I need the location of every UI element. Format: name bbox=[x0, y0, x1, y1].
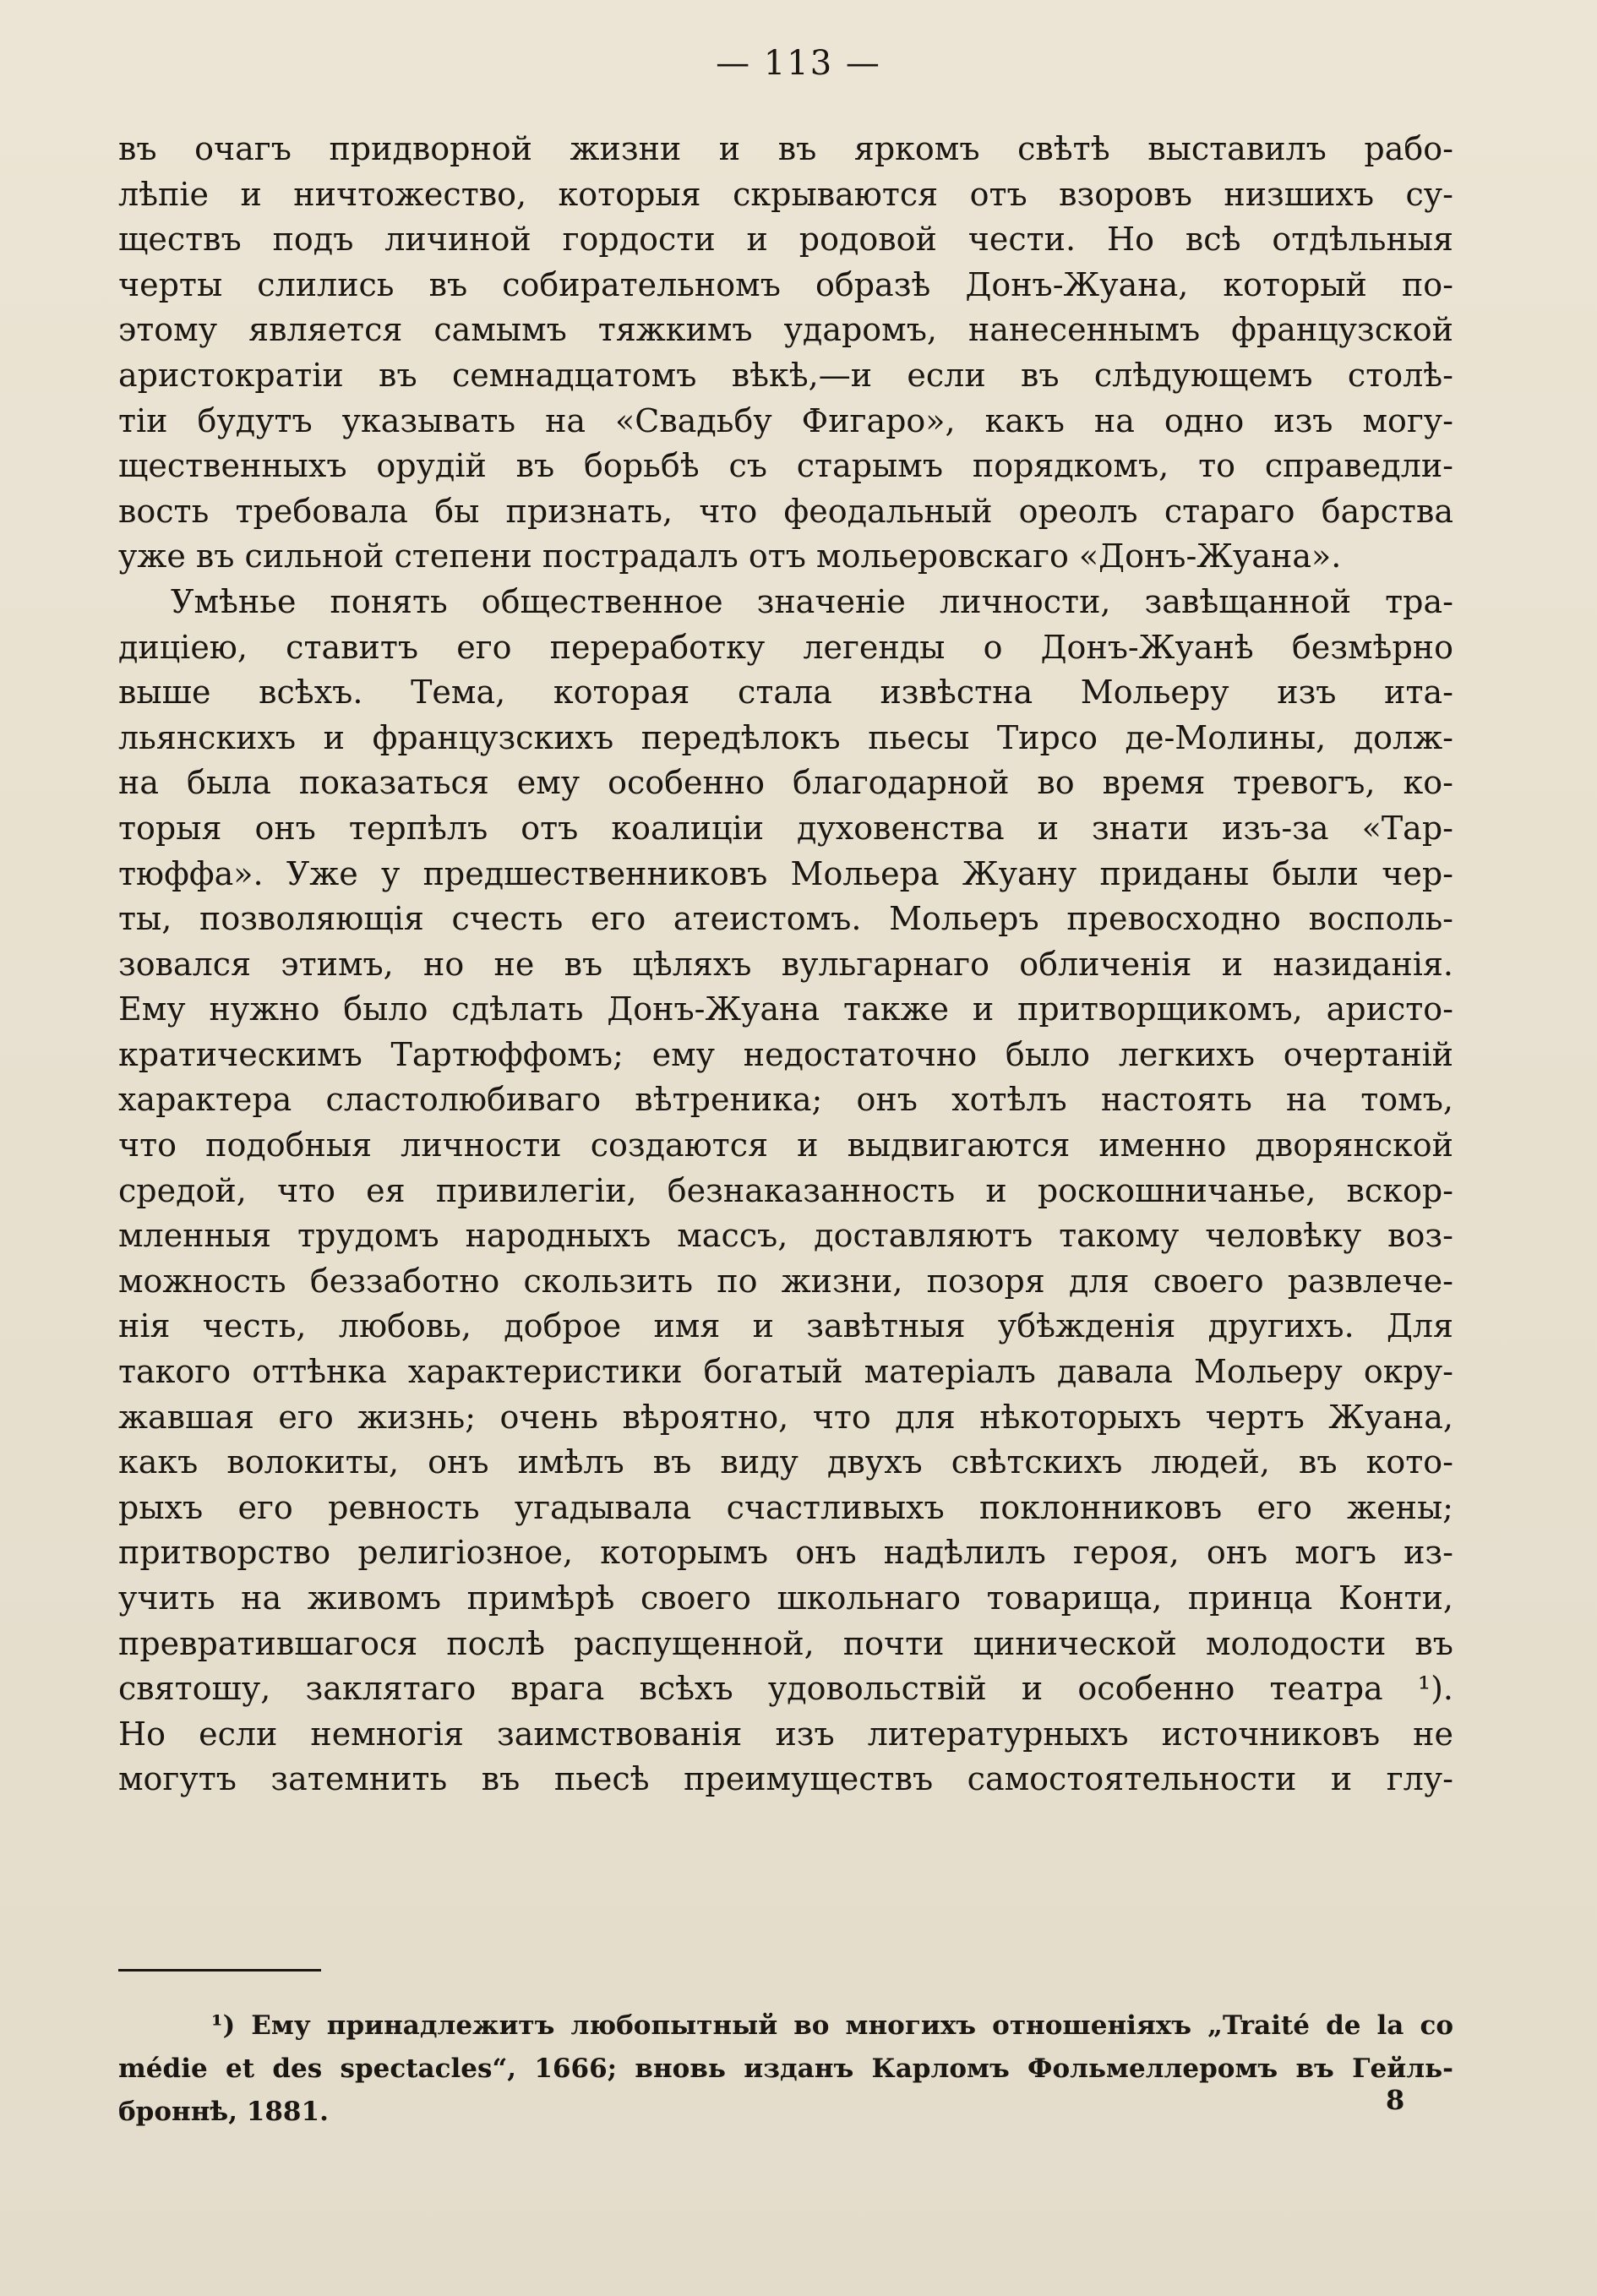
text-line: учить на живомъ примѣрѣ своего школьнаго товарища, принца Конти, bbox=[118, 1579, 1453, 1617]
page-number: — 113 — bbox=[716, 44, 881, 83]
text-line: щественныхъ орудій въ борьбѣ съ старымъ порядкомъ, то справедли- bbox=[118, 447, 1453, 485]
body-text bbox=[118, 127, 1453, 1802]
text-line: характера сластолюбиваго вѣтреника; онъ хотѣлъ настоять на томъ, bbox=[118, 1081, 1453, 1119]
text-line: аристократіи въ семнадцатомъ вѣкѣ,—и если въ слѣдующемъ столѣ- bbox=[118, 356, 1453, 394]
text-line: можность беззаботно скользить по жизни, позоря для своего развлече- bbox=[118, 1262, 1453, 1300]
text-line: дицiею, ставитъ его переработку легенды о Донъ-Жуанѣ безмѣрно bbox=[118, 628, 1453, 666]
footnote-divider bbox=[118, 1969, 321, 1972]
text-line: уже въ сильной степени пострадалъ отъ мольеровскаго «Донъ-Жуана». bbox=[118, 537, 1342, 575]
text-line: Но если немногія заимствованія изъ литературныхъ источниковъ не bbox=[118, 1715, 1453, 1753]
footnote bbox=[118, 2004, 1453, 2134]
text-line: въ очагъ придворной жизни и въ яркомъ свѣтѣ выставилъ рабо- bbox=[118, 130, 1453, 167]
text-line: Ему нужно было сдѣлать Донъ-Жуана также и притворщикомъ, аристо- bbox=[118, 990, 1453, 1028]
text-line: нія честь, любовь, доброе имя и завѣтныя убѣжденія другихъ. Для bbox=[118, 1307, 1453, 1345]
text-line: притворство религіозное, которымъ онъ надѣлилъ героя, онъ могъ из- bbox=[118, 1534, 1453, 1572]
text-line: могутъ затемнить въ пьесѣ преимуществъ самостоятельности и глу- bbox=[118, 1760, 1453, 1798]
text-line: выше всѣхъ. Тема, которая стала извѣстна Мольеру изъ ита- bbox=[118, 674, 1453, 712]
text-line: на была показаться ему особенно благодарной во время тревогъ, ко- bbox=[118, 764, 1453, 802]
text-line: зовался этимъ, но не въ цѣляхъ вульгарнаго обличенія и назиданія. bbox=[118, 945, 1453, 983]
text-line: что подобныя личности создаются и выдвигаются именно дворянской bbox=[118, 1126, 1453, 1164]
signature-mark: 8 bbox=[1386, 2084, 1405, 2116]
text-line: рыхъ его ревность угадывала счастливыхъ поклонниковъ его жены; bbox=[118, 1488, 1453, 1526]
text-line: черты слились въ собирательномъ образѣ Донъ-Жуана, который по- bbox=[118, 265, 1453, 303]
footnote-line: médie et des spectacles“, 1666; вновь изданъ Карломъ Фольмеллеромъ въ Гейль- bbox=[118, 2053, 1453, 2084]
text-line: превратившагося послѣ распущенной, почти цинической молодости въ bbox=[118, 1624, 1453, 1662]
text-line: торыя онъ терпѣлъ отъ коалиціи духовенства и знати изъ-за «Тар- bbox=[118, 809, 1453, 847]
text-line: льянскихъ и французскихъ передѣлокъ пьесы Тирсо де-Молины, долж- bbox=[118, 718, 1453, 756]
text-line: кратическимъ Тартюффомъ; ему недостаточно было легкихъ очертаній bbox=[118, 1035, 1453, 1073]
text-line: тіи будутъ указывать на «Свадьбу Фигаро», какъ на одно изъ могу- bbox=[118, 401, 1453, 439]
text-line: ты, позволяющія счесть его атеистомъ. Мольеръ превосходно восполь- bbox=[118, 900, 1453, 938]
text-line: ществъ подъ личиной гордости и родовой чести. Но всѣ отдѣльныя bbox=[118, 221, 1453, 259]
text-line: средой, что ея привилегіи, безнаказанность и роскошничанье, вскор- bbox=[118, 1171, 1453, 1209]
text-line: этому является самымъ тяжкимъ ударомъ, нанесеннымъ французской bbox=[118, 311, 1453, 349]
text-line: святошу, заклятаго врага всѣхъ удовольствій и особенно театра ¹). bbox=[118, 1670, 1453, 1708]
text-line: лѣпіе и ничтожество, которыя скрываются отъ взоровъ низшихъ су- bbox=[118, 175, 1453, 213]
footnote-line: ¹) Ему принадлежитъ любопытный во многихъ отношеніяхъ „Traité de la co bbox=[211, 2010, 1453, 2041]
text-line: вость требовала бы признать, что феодальный ореолъ стараго барства bbox=[118, 492, 1453, 530]
text-line: жавшая его жизнь; очень вѣроятно, что для нѣкоторыхъ чертъ Жуана, bbox=[118, 1398, 1453, 1436]
paragraph-first-line: Умѣнье понять общественное значеніе личности, завѣщанной тра- bbox=[171, 582, 1453, 620]
text-line: какъ волокиты, онъ имѣлъ въ виду двухъ свѣтскихъ людей, въ кото- bbox=[118, 1443, 1453, 1481]
text-line: тюффа». Уже у предшественниковъ Мольера Жуану приданы были чер- bbox=[118, 854, 1453, 892]
footnote-line: броннѣ, 1881. bbox=[118, 2097, 329, 2127]
text-line: мленныя трудомъ народныхъ массъ, доставляютъ такому человѣку воз- bbox=[118, 1217, 1453, 1255]
text-line: такого оттѣнка характеристики богатый матеріалъ давала Мольеру окру- bbox=[118, 1353, 1453, 1391]
